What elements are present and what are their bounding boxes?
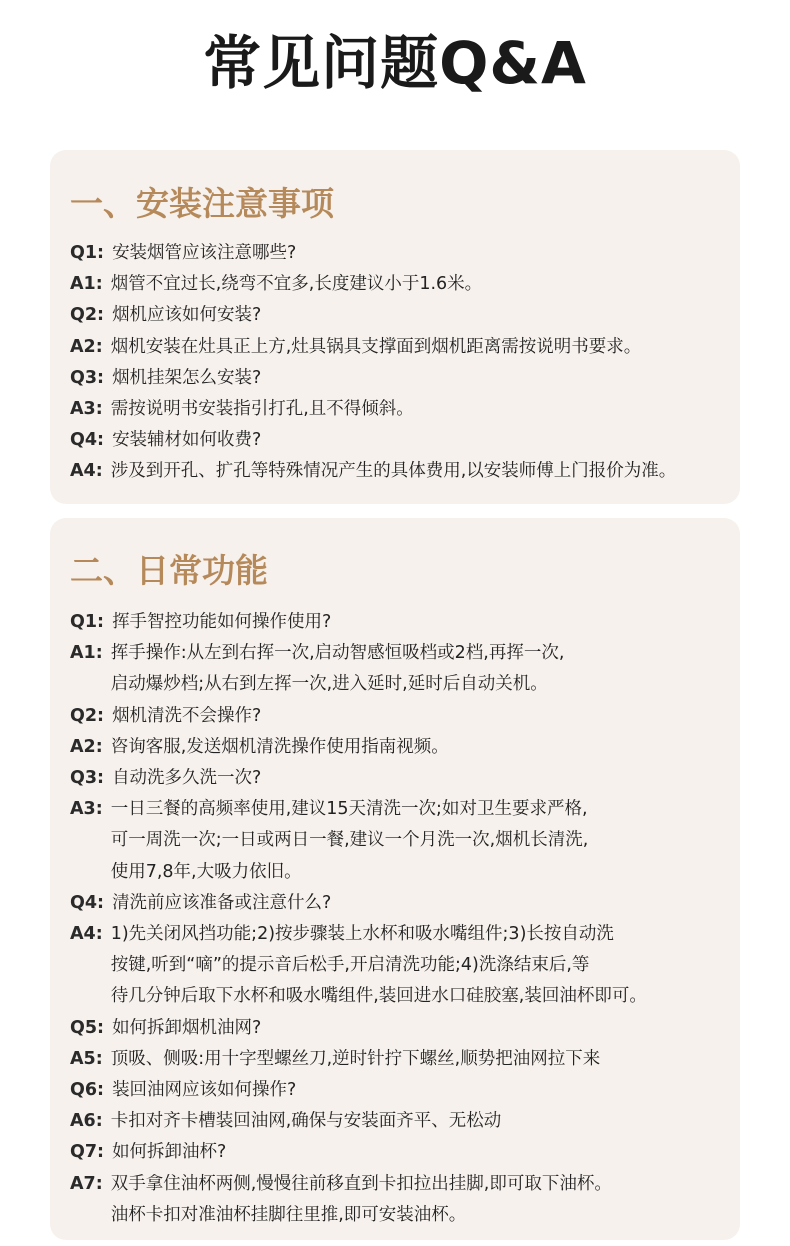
qa-text (103, 1044, 722, 1075)
qa-label: Q6: (70, 1080, 105, 1101)
question-row (70, 1013, 722, 1044)
qa-label: A1: (70, 643, 103, 664)
qa-text-line: 涉及到开孔、扩孔等特殊情况产生的具体费用,以安装师傅上门报价为准。 (110, 461, 677, 482)
answer-row (70, 1169, 722, 1231)
qa-label: A6: (70, 1111, 103, 1132)
qa-text (103, 332, 722, 363)
qa-text-line: 双手拿住油杯两侧,慢慢往前移直到卡扣拉出挂脚,即可取下油杯。 (110, 1173, 612, 1194)
qa-text (104, 425, 722, 456)
qa-label: A7: (70, 1173, 103, 1194)
qa-text (103, 456, 722, 487)
section-card-installation (50, 150, 740, 504)
answer-row (70, 1106, 722, 1137)
qa-text (104, 607, 722, 638)
qa-text-line: 安装烟管应该注意哪些? (112, 243, 297, 263)
qa-text-line: 烟机安装在灶具正上方,灶具锅具支撑面到烟机距离需按说明书要求。 (110, 336, 642, 357)
answer-row (70, 269, 722, 300)
qa-text (103, 269, 722, 300)
answer-row (70, 732, 722, 763)
qa-text (104, 763, 722, 794)
qa-text (103, 732, 722, 763)
qa-text-line: 卡扣对齐卡槽装回油网,确保与安装面齐平、无松动 (110, 1111, 502, 1132)
qa-label: A4: (70, 924, 103, 945)
qa-text (103, 919, 722, 1013)
answer-row (70, 638, 722, 700)
qa-label: A3: (70, 799, 103, 820)
qa-text (103, 638, 722, 700)
qa-label: A2: (70, 336, 103, 357)
qa-text (104, 238, 722, 269)
qa-label: Q2: (70, 305, 105, 326)
qa-label: Q3: (70, 768, 105, 789)
section-card-daily-functions (50, 518, 740, 1240)
qa-text-line: 如何拆卸烟机油网? (112, 1017, 262, 1038)
qa-text (104, 300, 722, 331)
qa-text-line: 烟管不宜过长,绕弯不宜多,长度建议小于1.6米。 (110, 274, 483, 295)
question-row (70, 607, 722, 638)
qa-text-line: 油杯卡扣对准油杯挂脚往里推,即可安装油杯。 (110, 1204, 467, 1225)
qa-list (70, 607, 722, 1231)
qa-label: Q4: (70, 430, 105, 451)
qa-text (104, 1075, 722, 1106)
qa-text (104, 888, 722, 919)
qa-text-line: 需按说明书安装指引打孔,且不得倾斜。 (110, 399, 414, 420)
question-row (70, 363, 722, 394)
qa-text-line: 烟机挂架怎么安装? (112, 367, 262, 388)
qa-text (103, 394, 722, 425)
qa-label: Q3: (70, 367, 105, 388)
qa-label: A2: (70, 736, 103, 757)
qa-text-line: 可一周洗一次;一日或两日一餐,建议一个月洗一次,烟机长清洗, (110, 830, 589, 851)
answer-row (70, 1044, 722, 1075)
qa-text (104, 1013, 722, 1044)
section-title: 一、安装注意事项 (70, 184, 334, 223)
answer-row (70, 332, 722, 363)
qa-text-line: 安装辅材如何收费? (112, 430, 262, 451)
qa-text (104, 1137, 722, 1168)
qa-label: Q1: (70, 243, 105, 263)
qa-text-line: 待几分钟后取下水杯和吸水嘴组件,装回进水口硅胶塞,装回油杯即可。 (110, 986, 647, 1007)
page-title: 常见问题Q&A (203, 29, 587, 97)
answer-row (70, 456, 722, 487)
question-row (70, 701, 722, 732)
qa-text (103, 1169, 722, 1231)
qa-text-line: 启动爆炒档;从右到左挥一次,进入延时,延时后自动关机。 (110, 674, 548, 695)
qa-text-line: 挥手操作:从左到右挥一次,启动智感恒吸档或2档,再挥一次, (110, 643, 565, 664)
qa-text-line: 使用7,8年,大吸力依旧。 (110, 861, 302, 882)
qa-label: Q1: (70, 612, 105, 632)
question-row (70, 300, 722, 331)
question-row (70, 238, 722, 269)
section-title: 二、日常功能 (70, 551, 268, 590)
qa-text (104, 701, 722, 732)
qa-label: Q4: (70, 892, 105, 913)
question-row (70, 1075, 722, 1106)
qa-text-line: 烟机应该如何安装? (112, 305, 262, 326)
qa-text-line: 装回油网应该如何操作? (112, 1080, 297, 1101)
qa-text (104, 363, 722, 394)
question-row (70, 425, 722, 456)
qa-text-line: 挥手智控功能如何操作使用? (112, 612, 332, 632)
qa-label: A3: (70, 399, 103, 420)
question-row (70, 763, 722, 794)
qa-text-line: 如何拆卸油杯? (112, 1142, 227, 1163)
qa-label: A5: (70, 1048, 103, 1069)
question-row (70, 1137, 722, 1168)
qa-label: A1: (70, 274, 103, 295)
qa-text-line: 清洗前应该准备或注意什么? (112, 892, 332, 913)
qa-text (103, 794, 722, 888)
qa-text-line: 顶吸、侧吸:用十字型螺丝刀,逆时针拧下螺丝,顺势把油网拉下来 (110, 1048, 601, 1069)
qa-text-line: 咨询客服,发送烟机清洗操作使用指南视频。 (110, 736, 449, 757)
qa-text-line: 1)先关闭风挡功能;2)按步骤装上水杯和吸水嘴组件;3)长按自动洗 (110, 924, 614, 945)
question-row (70, 888, 722, 919)
qa-text-line: 一日三餐的高频率使用,建议15天清洗一次;如对卫生要求严格, (110, 799, 588, 820)
qa-label: Q5: (70, 1017, 105, 1038)
qa-label: Q2: (70, 705, 105, 726)
answer-row (70, 919, 722, 1013)
qa-label: A4: (70, 461, 103, 482)
answer-row (70, 794, 722, 888)
qa-text-line: 烟机清洗不会操作? (112, 705, 262, 726)
answer-row (70, 394, 722, 425)
qa-text (103, 1106, 722, 1137)
qa-text-line: 自动洗多久洗一次? (112, 768, 262, 789)
qa-label: Q7: (70, 1142, 105, 1163)
qa-list (70, 238, 722, 488)
qa-text-line: 按键,听到“嘀”的提示音后松手,开启清洗功能;4)洗涤结束后,等 (110, 955, 590, 976)
